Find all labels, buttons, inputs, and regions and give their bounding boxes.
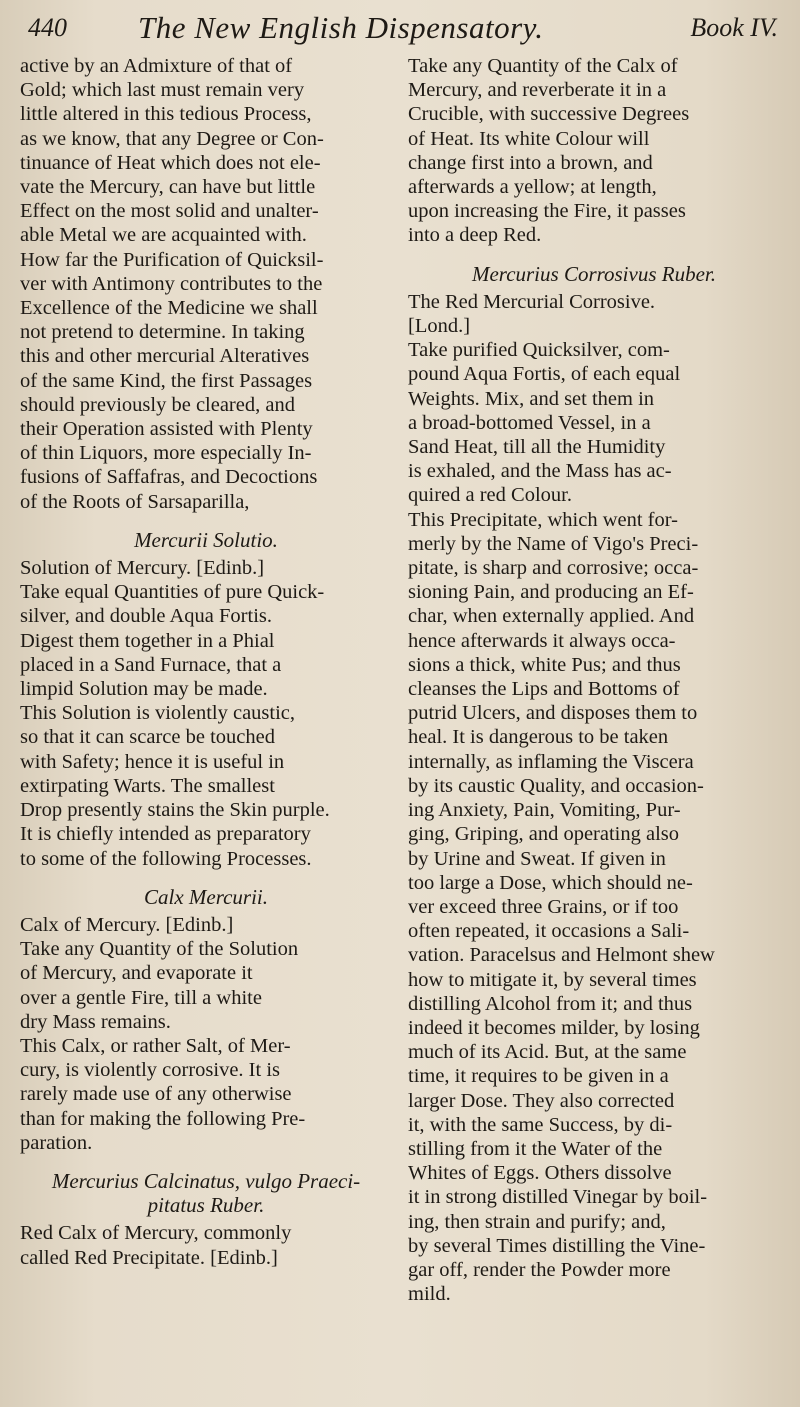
text-line: of Heat. Its white Colour will [408, 127, 650, 150]
text-line: of the Roots of Sarsaparilla, [20, 490, 250, 513]
text-line: larger Dose. They also corrected [408, 1089, 675, 1112]
text-line: too large a Dose, which should ne- [408, 871, 693, 894]
section-heading-mercurii-solutio: Mercurii Solutio. [134, 527, 278, 552]
text-line: Digest them together in a Phial [20, 629, 275, 652]
text-line: Sand Heat, till all the Humidity [408, 436, 666, 459]
text-line: of thin Liquors, more especially In- [20, 442, 312, 465]
section-heading-mercurius-calcinatus [20, 1169, 392, 1193]
text-line: able Metal we are acquainted with. [20, 224, 307, 247]
text-line: Solution of Mercury. [Edinb.] [20, 557, 265, 580]
text-line: The Red Mercurial Corrosive. [408, 290, 656, 313]
left-column [20, 54, 392, 1270]
text-line: [Lond.] [408, 315, 471, 338]
text-line: Gold; which last must remain very [20, 79, 305, 102]
text-line: not pretend to determine. In taking [20, 321, 305, 344]
text-line: stilling from it the Water of the [408, 1137, 663, 1160]
text-line: gar off, render the Powder more [408, 1258, 671, 1281]
text-line: is exhaled, and the Mass has ac- [408, 460, 672, 483]
text-line: ing Anxiety, Pain, Vomiting, Pur- [408, 799, 681, 822]
section-heading-mercurius-calcinatus-2: pitatus Ruber. [147, 1193, 265, 1218]
text-line: cury, is violently corrosive. It is [20, 1059, 280, 1082]
text-line: of the same Kind, the first Passages [20, 369, 313, 392]
text-line: dry Mass remains. [20, 1010, 171, 1033]
book-label: Book IV. [690, 13, 778, 42]
text-line: of Mercury, and evaporate it [20, 962, 253, 985]
text-line: extirpating Warts. The smallest [20, 774, 275, 797]
text-line: it, with the same Success, by di- [408, 1113, 673, 1136]
calx-reverberate-paragraph [408, 54, 780, 248]
text-line: char, when externally applied. And [408, 605, 695, 628]
text-line: silver, and double Aqua Fortis. [20, 605, 272, 628]
text-line: Take purified Quicksilver, com- [408, 339, 670, 362]
text-line: limpid Solution may be made. [20, 678, 268, 701]
text-line: tinuance of Heat which does not ele- [20, 151, 321, 174]
text-line: Excellence of the Medicine we shall [20, 297, 318, 320]
text-line: by several Times distilling the Vine- [408, 1234, 706, 1257]
text-line: upon increasing the Fire, it passes [408, 200, 686, 223]
corrosive-paragraph [408, 290, 780, 1307]
text-line: sions a thick, white Pus; and thus [408, 653, 681, 676]
text-line: time, it requires to be given in a [408, 1065, 669, 1088]
text-line: Calx of Mercury. [Edinb.] [20, 913, 234, 936]
text-line: fusions of Saffafras, and Decoctions [20, 466, 318, 489]
text-line: Crucible, with successive Degrees [408, 103, 690, 126]
text-line: paration. [20, 1131, 93, 1154]
text-line: distilling Alcohol from it; and thus [408, 992, 693, 1015]
text-line: ing, then strain and purify; and, [408, 1210, 666, 1233]
text-line: heal. It is dangerous to be taken [408, 726, 669, 749]
text-line: ver exceed three Grains, or if too [408, 895, 679, 918]
section-heading-mercurius-corrosivus-ruber: Mercurius Corrosivus Ruber. [471, 261, 717, 286]
text-line: much of its Acid. But, at the same [408, 1041, 687, 1064]
text-line: how to mitigate it, by several times [408, 968, 697, 991]
text-line: than for making the following Pre- [20, 1107, 306, 1130]
text-line: into a deep Red. [408, 224, 542, 247]
text-line: Effect on the most solid and unalter- [20, 200, 319, 223]
text-line: putrid Ulcers, and disposes them to [408, 702, 698, 725]
page-header [28, 8, 778, 48]
text-line: it in strong distilled Vinegar by boil- [408, 1186, 708, 1209]
running-title: The New English Dispensatory. [138, 10, 544, 45]
text-line: Drop presently stains the Skin purple. [20, 799, 330, 822]
text-line: Weights. Mix, and set them in [408, 387, 655, 410]
text-line: a broad-bottomed Vessel, in a [408, 411, 651, 434]
text-line: should previously be cleared, and [20, 393, 295, 416]
text-line: little altered in this tedious Process, [20, 103, 312, 126]
right-column [408, 54, 780, 1306]
text-line: afterwards a yellow; at length, [408, 176, 657, 199]
text-line: ging, Griping, and operating also [408, 823, 680, 846]
text-line: placed in a Sand Furnace, that a [20, 653, 282, 676]
text-line: Mercury, and reverberate it in a [408, 79, 667, 102]
text-line: Take equal Quantities of pure Quick- [20, 581, 325, 604]
calx-paragraph [20, 913, 392, 1155]
text-line: cleanses the Lips and Bottoms of [408, 678, 680, 701]
text-line: mild. [408, 1283, 451, 1306]
text-line: over a gentle Fire, till a white [20, 986, 262, 1009]
text-line: their Operation assisted with Plenty [20, 418, 313, 441]
text-line: sioning Pain, and producing an Ef- [408, 581, 694, 604]
intro-paragraph [20, 54, 392, 514]
text-line: Take any Quantity of the Calx of [408, 55, 678, 77]
text-line: by Urine and Sweat. If given in [408, 847, 666, 870]
text-line: Take any Quantity of the Solution [20, 938, 299, 961]
text-line: often repeated, it occasions a Sali- [408, 920, 690, 943]
text-line: Whites of Eggs. Others dissolve [408, 1162, 672, 1185]
text-line: called Red Precipitate. [Edinb.] [20, 1246, 278, 1269]
text-line: by its caustic Quality, and occasion- [408, 774, 704, 797]
text-line: hence afterwards it always occa- [408, 629, 676, 652]
solution-paragraph [20, 556, 392, 871]
text-line: This Solution is violently caustic, [20, 702, 296, 725]
text-line: It is chiefly intended as preparatory [20, 823, 311, 846]
text-line: internally, as inflaming the Viscera [408, 750, 694, 773]
text-line: quired a red Colour. [408, 484, 572, 507]
text-line: to some of the following Processes. [20, 847, 312, 870]
text-line: pound Aqua Fortis, of each equal [408, 363, 681, 386]
text-line: merly by the Name of Vigo's Preci- [408, 532, 699, 555]
text-line: active by an Admixture of that of [20, 55, 293, 77]
text-line: This Precipitate, which went for- [408, 508, 678, 531]
text-line: with Safety; hence it is useful in [20, 750, 285, 773]
text-line: pitate, is sharp and corrosive; occa- [408, 557, 699, 580]
text-line: Red Calx of Mercury, commonly [20, 1222, 292, 1245]
red-calx-paragraph [20, 1221, 392, 1269]
text-line: vate the Mercury, can have but little [20, 176, 316, 199]
text-line: change first into a brown, and [408, 151, 653, 174]
text-line: rarely made use of any otherwise [20, 1083, 292, 1106]
text-line: as we know, that any Degree or Con- [20, 127, 324, 150]
text-line: ver with Antimony contributes to the [20, 272, 323, 295]
text-line: How far the Purification of Quicksil- [20, 248, 324, 271]
section-heading-line-1: Mercurius Calcinatus, vulgo Praeci- [51, 1168, 361, 1193]
text-line: so that it can scarce be touched [20, 726, 275, 749]
text-line: indeed it becomes milder, by losing [408, 1016, 700, 1039]
text-line: vation. Paracelsus and Helmont shew [408, 944, 715, 967]
section-heading-calx-mercurii: Calx Mercurii. [143, 884, 269, 909]
text-line: This Calx, or rather Salt, of Mer- [20, 1034, 291, 1057]
page-number: 440 [28, 13, 67, 42]
text-line: this and other mercurial Alteratives [20, 345, 310, 368]
